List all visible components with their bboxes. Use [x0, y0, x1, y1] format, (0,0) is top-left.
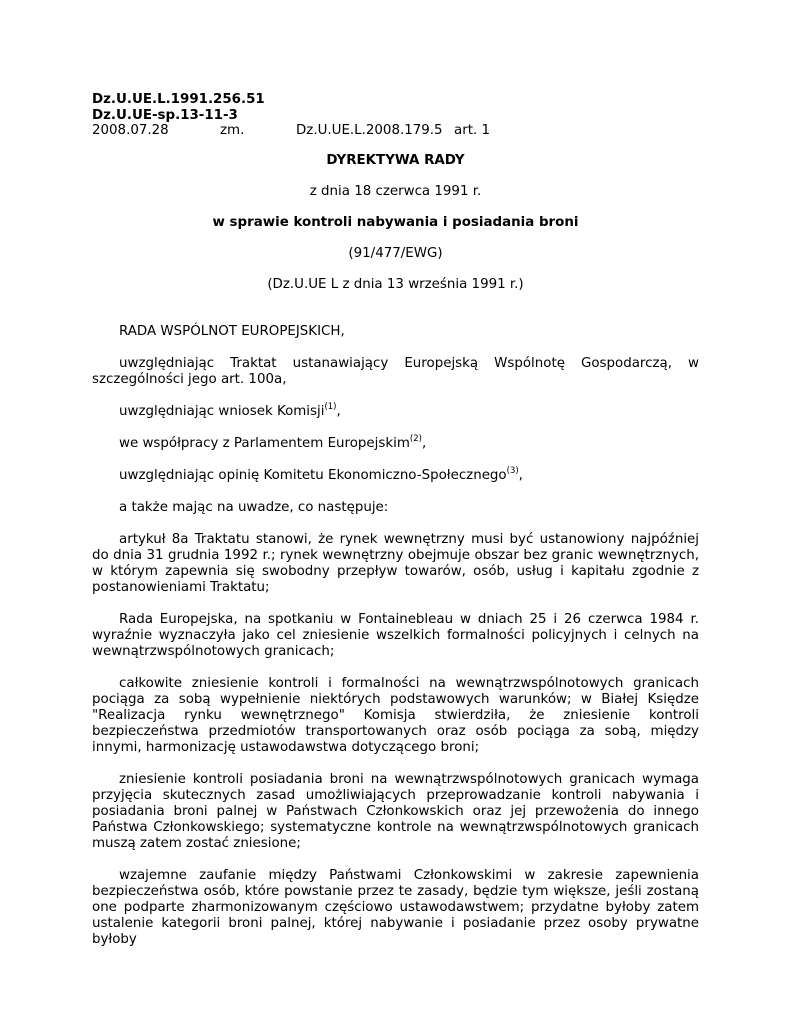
recital-1: artykuł 8a Traktatu stanowi, że rynek wewnętrzny musi być ustanowiony najpóźniej do dnia 31 grudnia 1992 r.; rynek wewnętrzny obejmuje obszar bez granic wewnętrznych, w którym zapewnia się swobodny przepływ towarów, osób, usług i kapitału zgodnie z postanowieniami Traktatu;: [92, 532, 699, 595]
publication-reference: (Dz.U.UE L z dnia 13 września 1991 r.): [267, 277, 524, 292]
preamble-whereas: a także mając na uwadze, co następuje:: [119, 500, 389, 515]
footnote-ref-1[interactable]: (1): [324, 402, 337, 412]
recital-4: zniesienie kontroli posiadania broni na wewnątrzwspólnotowych granicach wymaga przyjęcia skutecznych zasad umożliwiających przeprowadzanie kontroli nabywania i posiadania broni palnej w Państwach Członkowskich oraz jej przewożenia do innego Państwa Członkowskiego; systematyczne kontrole na wewnątrzwspólnotowych granicach muszą zatem zostać zniesione;: [92, 772, 699, 851]
amendment-line: [92, 123, 699, 139]
preamble-treaty: uwzględniając Traktat ustanawiający Europejską Wspólnotę Gospodarczą, w szczególności jego art. 100a,: [92, 356, 699, 387]
preamble-parliament-text: we współpracy z Parlamentem Europejskim: [119, 436, 410, 451]
recital-2: Rada Europejska, na spotkaniu w Fontainebleau w dniach 25 i 26 czerwca 1984 r. wyraźnie wyznaczyła jako cel zniesienie wszelkich formalności policyjnych i celnych na wewnątrzwspólnotowych granicach;: [92, 612, 699, 659]
amendment-label: zm.: [220, 123, 245, 138]
preamble-committee-text: uwzględniając opinię Komitetu Ekonomiczno-Społecznego: [119, 468, 507, 483]
journal-reference: Dz.U.UE.L.1991.256.51: [92, 92, 265, 107]
amendment-date: 2008.07.28: [92, 123, 169, 138]
footnote-ref-2[interactable]: (2): [409, 434, 422, 444]
punctuation: ,: [518, 468, 523, 483]
preamble-committee: [92, 468, 699, 484]
preamble-commission-text: uwzględniając wniosek Komisji: [119, 404, 325, 419]
amendment-reference: Dz.U.UE.L.2008.179.5: [296, 123, 443, 138]
preamble-commission: [92, 404, 699, 420]
document-type: DYREKTYWA RADY: [326, 153, 465, 168]
recital-5: wzajemne zaufanie między Państwami Członkowskimi w zakresie zapewnienia bezpieczeństwa osób, które powstanie przez te zasady, będzie tym większe, jeśli zostaną one podparte zharmonizowanym częściowo ustawodawstwem; przydatne byłoby zatem ustalenie kategorii broni palnej, której nabywanie i posiadanie przez osoby prywatne byłoby: [92, 868, 699, 947]
punctuation: ,: [336, 404, 341, 419]
preamble-council: RADA WSPÓLNOT EUROPEJSKICH,: [119, 324, 345, 339]
special-edition-reference: Dz.U.UE-sp.13-11-3: [92, 107, 238, 123]
preamble-parliament: [92, 436, 699, 452]
footnote-ref-3[interactable]: (3): [506, 466, 519, 476]
document-page: [92, 92, 699, 948]
document-date: z dnia 18 czerwca 1991 r.: [309, 184, 482, 199]
punctuation: ,: [421, 436, 427, 451]
document-header: [92, 92, 699, 139]
recital-3: całkowite zniesienie kontroli i formalności na wewnątrzwspólnotowych granicach pociąga za sobą wypełnienie niektórych podstawowych warunków; w Białej Księdze "Realizacja rynku wewnętrznego" Komisja stwierdziła, że zniesienie kontroli bezpieczeństwa przedmiotów transportowanych oraz osób pociąga za sobą, między innymi, harmonizację ustawodawstwa dotyczącego broni;: [92, 676, 699, 755]
document-subject: w sprawie kontroli nabywania i posiadania broni: [212, 215, 579, 230]
document-number: (91/477/EWG): [348, 246, 443, 261]
amendment-article: art. 1: [454, 123, 490, 138]
